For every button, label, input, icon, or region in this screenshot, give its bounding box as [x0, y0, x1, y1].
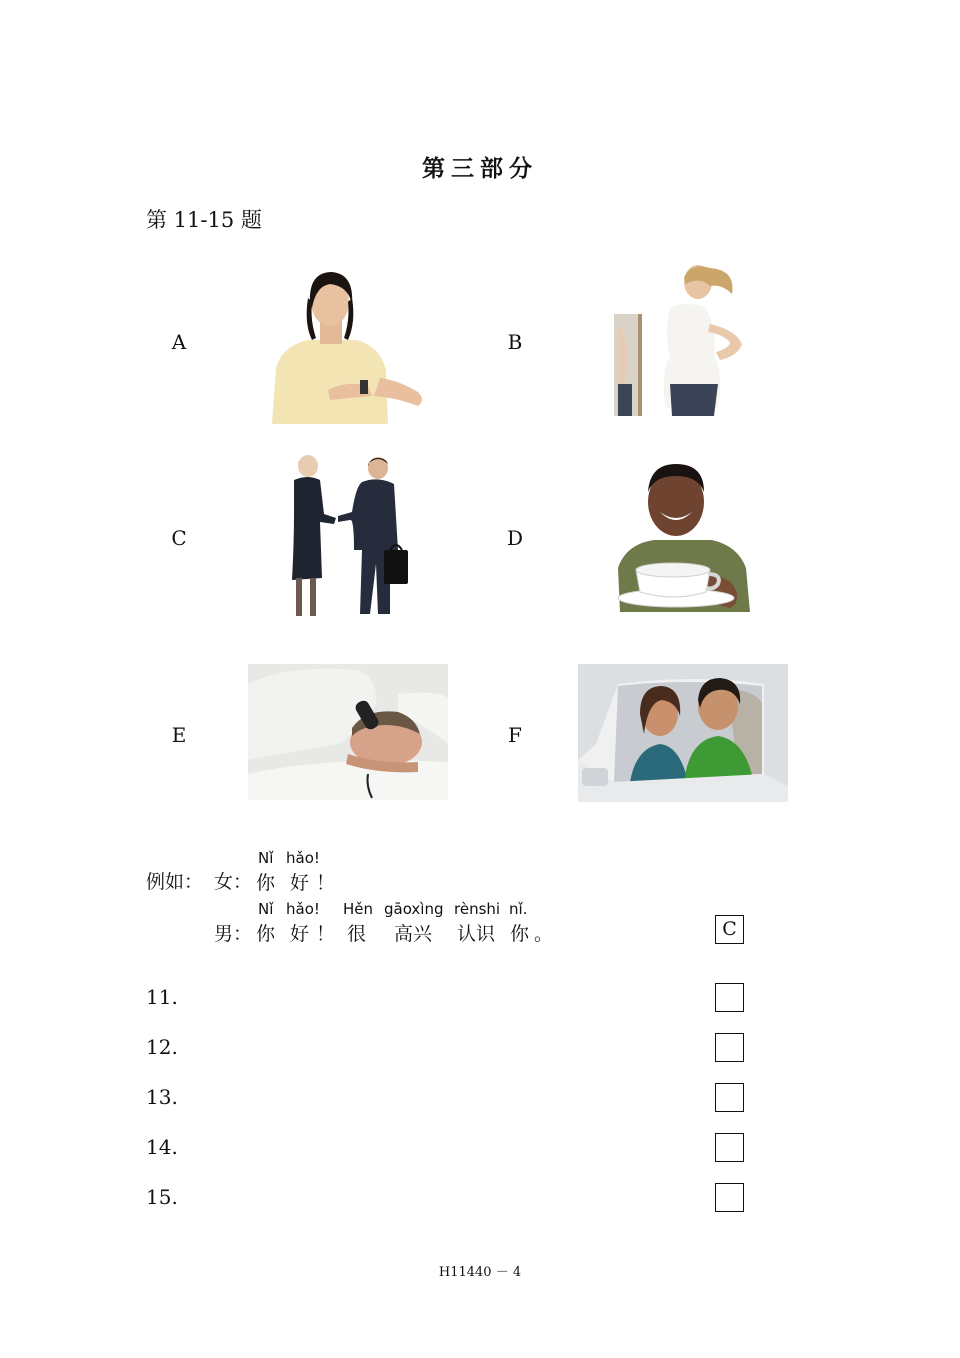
hanzi-word: 很: [347, 923, 367, 945]
hanzi-punct: ！: [316, 923, 336, 945]
hanzi-word: 认识: [457, 923, 496, 945]
example-answer-box: C: [715, 915, 744, 944]
hanzi-word: 你: [510, 923, 530, 945]
pinyin-word: hǎo!: [286, 900, 320, 918]
question-number-15: 15.: [146, 1185, 178, 1209]
hanzi-word: 好: [290, 923, 310, 945]
option-letter-d: D: [506, 526, 524, 550]
option-letter-f: F: [508, 723, 522, 747]
speaker-female: 女：: [214, 871, 253, 893]
answer-box-15[interactable]: [715, 1183, 744, 1212]
example-label: 例如：: [146, 871, 204, 893]
pinyin-word: Hěn: [343, 900, 374, 918]
option-letter-c: C: [171, 526, 187, 550]
pinyin-word: Nǐ: [258, 849, 274, 867]
answer-box-12[interactable]: [715, 1033, 744, 1062]
pinyin-word: rènshi: [454, 900, 501, 918]
question-number-13: 13.: [146, 1085, 178, 1109]
option-letter-e: E: [171, 723, 187, 747]
question-number-12: 12.: [146, 1035, 178, 1059]
pinyin-word: nǐ.: [509, 900, 528, 918]
page-footer: H11440 － 4: [438, 1265, 522, 1280]
pinyin-word: hǎo!: [286, 849, 320, 867]
question-number-14: 14.: [146, 1135, 178, 1159]
speaker-male: 男：: [214, 923, 253, 945]
hanzi-punct: ！: [316, 872, 336, 894]
option-letter-a: A: [171, 330, 187, 354]
hanzi-word: 高兴: [394, 923, 433, 945]
woman-checking-watch-photo: [268, 268, 428, 424]
question-range: 第 11-15 题: [146, 208, 262, 232]
answer-box-11[interactable]: [715, 983, 744, 1012]
hanzi-word: 你: [256, 923, 276, 945]
pinyin-word: gāoxìng: [384, 900, 444, 918]
answer-box-13[interactable]: [715, 1083, 744, 1112]
couple-in-car-photo: [578, 664, 788, 802]
option-letter-b: B: [507, 330, 523, 354]
question-number-11: 11.: [146, 985, 178, 1009]
section-title: 第三部分: [422, 155, 538, 182]
answer-box-14[interactable]: [715, 1133, 744, 1162]
man-sleeping-with-phone-photo: [248, 664, 448, 800]
man-offering-coffee-photo: [614, 462, 752, 612]
woman-at-mirror-photo: [614, 264, 750, 416]
business-handshake-photo: [286, 454, 412, 626]
hanzi-punct: 。: [534, 923, 554, 945]
pinyin-word: Nǐ: [258, 900, 274, 918]
hanzi-word: 你: [256, 872, 276, 894]
hanzi-word: 好: [290, 872, 310, 894]
